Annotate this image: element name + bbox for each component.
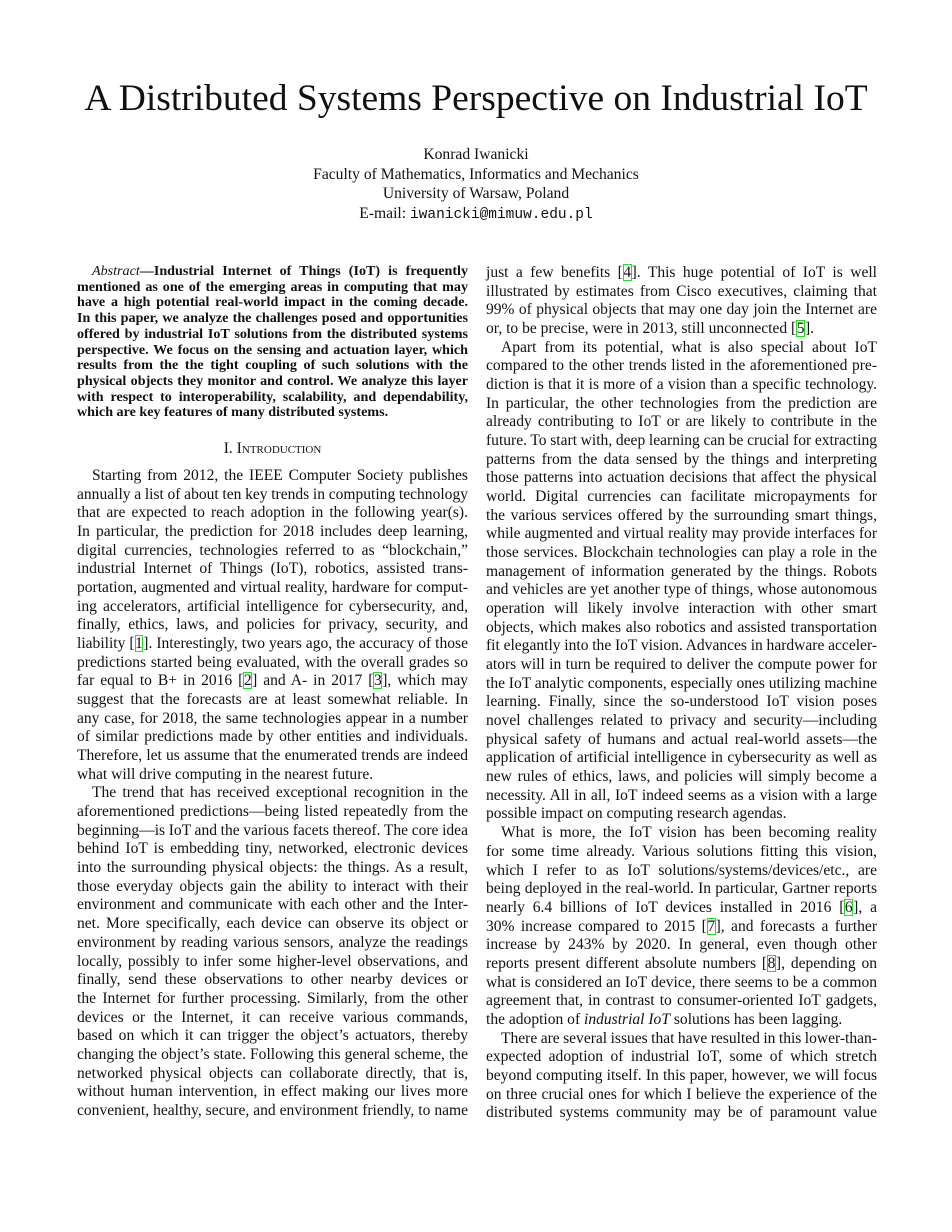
text-line xyxy=(486,581,877,600)
paragraph xyxy=(77,784,468,1120)
text-segment: compared to the other trends listed in the aforementioned pre- xyxy=(486,357,877,375)
italic-text: industrial IoT xyxy=(584,1010,670,1028)
text-segment: There are several issues that have resulted in this lower-than- xyxy=(501,1029,877,1047)
right-column-body xyxy=(486,264,877,1123)
paragraph xyxy=(486,1030,877,1123)
text-segment: aforementioned predictions—being listed repeatedly from the xyxy=(77,803,468,821)
text-segment: behind IoT is embedding tiny, networked, electronic devices xyxy=(77,840,468,858)
text-segment: nearly 6.4 billions of IoT devices installed in 2016 [ xyxy=(486,898,845,916)
text-line xyxy=(486,768,877,787)
text-segment: without human intervention, in effect making our lives more xyxy=(77,1083,468,1101)
text-segment: for some time already. Various solutions fitting this vision, xyxy=(486,842,877,860)
text-segment: necessity. All in all, IoT indeed seems as a vision with a large xyxy=(486,786,877,804)
text-line xyxy=(77,728,468,747)
paragraph xyxy=(486,264,877,339)
text-line xyxy=(77,311,468,327)
text-line xyxy=(486,824,877,843)
text-segment: ], depending on xyxy=(775,954,877,972)
text-line xyxy=(486,339,877,358)
paper-title: A Distributed Systems Perspective on Industrial IoT xyxy=(84,78,868,119)
citation-link[interactable]: 5 xyxy=(796,320,805,338)
text-segment: physical objects they monitor and control. We analyze this layer xyxy=(77,372,468,389)
text-line xyxy=(77,1046,468,1065)
text-line xyxy=(486,1104,877,1123)
text-segment: diction is that it is more of a vision than a specific technology. xyxy=(486,376,877,394)
text-segment: digital currencies, technologies referred to as “blockchain,” xyxy=(77,541,468,559)
text-segment: novel challenges related to privacy and security—including xyxy=(486,712,877,730)
text-segment: environment and communicate with each other and the Inter- xyxy=(77,896,468,914)
paragraph xyxy=(486,824,877,1029)
text-line xyxy=(77,504,468,523)
text-segment: beyond computing itself. In this paper, however, we will focus xyxy=(486,1066,877,1084)
text-segment: offered by industrial IoT solutions from the distributed systems xyxy=(77,325,468,342)
text-segment: ]. This huge potential of IoT is well xyxy=(631,264,877,281)
text-line xyxy=(486,1011,877,1030)
text-line xyxy=(486,880,877,899)
text-segment: The trend that has received exceptional recognition in the xyxy=(92,784,468,802)
text-segment: far equal to B+ in 2016 [ xyxy=(77,672,244,690)
text-line xyxy=(77,896,468,915)
text-segment: any case, for 2018, the same technologies appear in a number xyxy=(77,709,468,727)
text-segment: patterns from the data sensed by the things and interpreting xyxy=(486,450,877,468)
text-segment: results from the the tight coupling of such solutions with the xyxy=(77,357,468,374)
text-segment: beginning—is IoT and the various facets thereof. The core idea xyxy=(77,821,468,839)
text-line xyxy=(486,301,877,320)
citation-link[interactable]: 3 xyxy=(373,672,382,690)
text-line xyxy=(486,1086,877,1105)
text-segment: with respect to interoperability, scalability, and dependability, xyxy=(77,388,468,405)
text-segment: ]. Interestingly, two years ago, the accuracy of those xyxy=(143,635,468,653)
text-line xyxy=(77,934,468,953)
text-segment: solutions has been lagging. xyxy=(669,1010,843,1028)
text-line xyxy=(486,918,877,937)
text-segment: ], which may xyxy=(382,672,468,690)
text-line xyxy=(77,803,468,822)
text-segment: ], and forecasts a further xyxy=(715,917,877,935)
text-line xyxy=(77,523,468,542)
paragraph xyxy=(77,467,468,784)
text-segment: finally, ethics, laws, and policies for privacy, security, and xyxy=(77,616,468,634)
text-line xyxy=(77,1009,468,1028)
text-line xyxy=(77,878,468,897)
citation-link[interactable]: 1 xyxy=(135,635,143,653)
text-segment: on three crucial ones for which I believe the experience of the xyxy=(486,1085,877,1103)
text-line xyxy=(77,784,468,803)
text-segment: —Industrial Internet of Things (IoT) is frequently xyxy=(139,263,468,279)
email-label: E-mail: xyxy=(359,204,410,222)
text-segment: 99% of physical objects that may one day join the Internet are xyxy=(486,301,877,319)
text-segment: predictions started being evaluated, with the overall grades so xyxy=(77,653,468,671)
text-line xyxy=(486,1067,877,1086)
text-line xyxy=(77,560,468,579)
text-line xyxy=(486,451,877,470)
text-line xyxy=(77,295,468,311)
text-line xyxy=(486,862,877,881)
left-column xyxy=(77,264,468,1121)
text-segment: learning. Finally, since the so-understood IoT vision poses xyxy=(486,693,877,711)
text-line xyxy=(77,672,468,691)
text-segment: what is considered an IoT device, there seems to be a common xyxy=(486,973,877,991)
text-line xyxy=(77,710,468,729)
text-line xyxy=(486,712,877,731)
text-segment: Therefore, let us assume that the enumerated trends are indeed xyxy=(77,747,468,765)
text-segment: reports present different absolute numbers [ xyxy=(486,954,768,972)
text-line xyxy=(486,749,877,768)
text-line xyxy=(486,600,877,619)
abstract xyxy=(77,264,468,421)
citation-link[interactable]: 8 xyxy=(767,954,776,972)
text-segment: the Internet for further processing. Similarly, from the other xyxy=(77,989,468,1007)
text-segment: those everyday objects gain the ability to interact with their xyxy=(77,877,468,895)
text-line xyxy=(77,358,468,374)
text-line xyxy=(77,635,468,654)
text-segment: ing accelerators, artificial intelligence for cybersecurity, and, xyxy=(77,597,468,615)
text-line xyxy=(77,654,468,673)
text-line xyxy=(77,859,468,878)
text-line xyxy=(486,264,877,283)
text-segment: increase by 243% by 2020. In general, even though other xyxy=(486,936,877,954)
text-segment: the adoption of xyxy=(486,1010,585,1028)
text-line xyxy=(77,598,468,617)
author-email[interactable]: iwanicki@mimuw.edu.pl xyxy=(409,206,593,223)
text-segment: objects, which makes also robotics and assisted transportation xyxy=(486,618,877,636)
text-line xyxy=(486,693,877,712)
text-segment: already contributing to IoT or are likely to contribute in the xyxy=(486,413,877,431)
text-line xyxy=(486,637,877,656)
text-line xyxy=(77,971,468,990)
text-line xyxy=(77,766,468,785)
text-segment: In this paper, we analyze the challenges posed and opportunities xyxy=(77,310,468,327)
text-segment: which are key features of many distributed systems. xyxy=(77,404,389,421)
text-segment: distributed systems community may be of paramount value xyxy=(486,1104,877,1122)
text-line xyxy=(486,974,877,993)
text-line xyxy=(77,840,468,859)
text-segment: and vehicles are yet another type of things, whose autonomous xyxy=(486,581,877,599)
text-line xyxy=(486,376,877,395)
text-line xyxy=(486,899,877,918)
text-line xyxy=(77,280,468,296)
text-segment: net. More specifically, each device can observe its object or xyxy=(77,915,468,933)
text-line xyxy=(486,656,877,675)
text-segment: 30% increase compared to 2015 [ xyxy=(486,917,707,935)
text-segment: Starting from 2012, the IEEE Computer Society publishes xyxy=(92,467,468,485)
text-line xyxy=(77,579,468,598)
text-line xyxy=(77,1083,468,1102)
text-line xyxy=(77,990,468,1009)
text-segment: or, to be precise, were in 2013, still unconnected [ xyxy=(486,320,797,338)
text-segment: management of information generated by the things. Robots xyxy=(486,562,877,580)
text-line xyxy=(486,787,877,806)
text-line xyxy=(77,1065,468,1084)
text-line xyxy=(486,525,877,544)
text-segment: those services. Blockchain technologies can play a role in the xyxy=(486,544,877,562)
text-segment: of similar predictions made by other entities and individuals. xyxy=(77,728,468,746)
text-line xyxy=(486,469,877,488)
text-line xyxy=(486,320,877,339)
text-segment: ]. xyxy=(805,320,815,338)
text-segment: mentioned as one of the emerging areas in computing that may xyxy=(77,278,468,295)
text-segment: fit elegantly into the IoT vision. Advances in hardware acceler- xyxy=(486,637,877,655)
text-segment: have a high potential real-world impact in the coming decade. xyxy=(77,294,468,311)
text-line xyxy=(77,486,468,505)
text-segment: ] and A- in 2017 [ xyxy=(252,672,374,690)
text-segment: changing the object’s state. Following this general scheme, the xyxy=(77,1045,468,1063)
text-line xyxy=(486,357,877,376)
text-segment: which I refer to as IoT solutions/systems/devices/etc., are xyxy=(486,861,877,879)
text-line xyxy=(77,616,468,635)
text-segment: the various services offered by the surrounding smart things, xyxy=(486,506,877,524)
text-segment: while augmented and virtual reality may provide interfaces for xyxy=(486,525,877,543)
text-line xyxy=(486,731,877,750)
text-segment: illustrated by estimates from Cisco executives, claiming that xyxy=(486,282,877,300)
text-line xyxy=(77,390,468,406)
text-line xyxy=(486,805,877,824)
text-line xyxy=(486,413,877,432)
text-segment: what will drive computing in the nearest future. xyxy=(77,765,374,783)
text-line xyxy=(486,1030,877,1049)
text-segment: Apart from its potential, what is also special about IoT xyxy=(501,338,877,356)
text-segment: being deployed in the real-world. In particular, Gartner reports xyxy=(486,880,877,898)
text-line xyxy=(77,405,468,421)
text-line xyxy=(486,619,877,638)
text-segment: ators will in turn be required to deliver the compute power for xyxy=(486,656,877,674)
text-line xyxy=(77,374,468,390)
text-segment: possible impact on computing research agendas. xyxy=(486,805,787,823)
text-segment: networked physical objects can collaborate directly, that is, xyxy=(77,1064,468,1082)
text-line xyxy=(77,953,468,972)
text-segment: devices or the Internet, it can receive various commands, xyxy=(77,1008,468,1026)
text-line xyxy=(77,915,468,934)
text-segment: new rules of ethics, laws, and policies will simply become a xyxy=(486,768,877,786)
text-segment: just a few benefits [ xyxy=(486,264,623,281)
citation-link[interactable]: 6 xyxy=(844,898,853,916)
text-line xyxy=(77,1027,468,1046)
text-line xyxy=(486,936,877,955)
text-line xyxy=(486,283,877,302)
text-segment: those patterns into actuation decisions that affect the physical xyxy=(486,469,877,487)
text-line xyxy=(77,343,468,359)
text-segment: liability [ xyxy=(77,635,135,653)
text-segment: annually a list of about ten key trends in computing technology xyxy=(77,485,468,503)
text-segment: the IoT analytic components, especially ones utilizing machine xyxy=(486,674,877,692)
text-line xyxy=(486,544,877,563)
citation-link[interactable]: 7 xyxy=(707,917,716,935)
text-line xyxy=(77,467,468,486)
italic-text: Abstract xyxy=(92,263,140,279)
citation-link[interactable]: 2 xyxy=(243,672,252,690)
text-segment: perspective. We focus on the sensing and actuation layer, which xyxy=(77,341,468,358)
text-segment: finally, send these observations to other nearby devices or xyxy=(77,971,468,989)
author-email-line xyxy=(0,204,952,226)
text-segment: future. To start with, deep learning can be crucial for extracting xyxy=(486,432,877,450)
text-segment: suggest that the forecasts are at least somewhat reliable. In xyxy=(77,691,468,709)
text-segment: What is more, the IoT vision has been becoming reality xyxy=(501,824,877,842)
text-segment: that are expected to reach adoption in the following year(s). xyxy=(77,504,468,522)
text-line xyxy=(486,488,877,507)
text-line xyxy=(486,395,877,414)
text-segment: convenient, healthy, secure, and environment friendly, to name xyxy=(77,1101,468,1119)
text-line xyxy=(77,822,468,841)
text-line xyxy=(77,327,468,343)
text-line xyxy=(486,563,877,582)
text-line xyxy=(77,542,468,561)
text-line xyxy=(486,432,877,451)
text-segment: industrial Internet of Things (IoT), robotics, assisted trans- xyxy=(77,560,468,578)
text-segment: based on which it can trigger the object’s actuators, thereby xyxy=(77,1027,468,1045)
text-line xyxy=(486,675,877,694)
text-segment: portation, augmented and virtual reality, hardware for comput- xyxy=(77,579,468,597)
text-line xyxy=(486,843,877,862)
text-line xyxy=(77,747,468,766)
text-line xyxy=(486,955,877,974)
author-block xyxy=(0,145,952,225)
text-segment: ], a xyxy=(853,898,877,916)
text-line xyxy=(486,1048,877,1067)
text-line xyxy=(77,691,468,710)
left-column-body xyxy=(77,467,468,1121)
text-line xyxy=(486,507,877,526)
text-segment: into the surrounding physical objects: the things. As a result, xyxy=(77,859,468,877)
text-segment: operation will likely involve interaction with other smart xyxy=(486,600,877,618)
author-university: University of Warsaw, Poland xyxy=(382,185,570,202)
section-heading-introduction: I. Introduction xyxy=(223,440,322,458)
author-affiliation: Faculty of Mathematics, Informatics and Mechanics xyxy=(313,165,639,183)
text-line xyxy=(486,992,877,1011)
text-segment: locally, possibly to infer some higher-level observations, and xyxy=(77,952,468,970)
paragraph xyxy=(486,339,877,824)
citation-link[interactable]: 4 xyxy=(623,264,632,281)
text-line xyxy=(77,264,468,280)
text-segment: application of artificial intelligence in cybersecurity as well as xyxy=(486,749,877,767)
text-segment: agreement that, in contrast to consumer-oriented IoT gadgets, xyxy=(486,992,877,1010)
text-segment: environment by reading various sensors, analyze the readings xyxy=(77,933,468,951)
text-segment: world. Digital currencies can facilitate micropayments for xyxy=(486,488,877,506)
author-name: Konrad Iwanicki xyxy=(423,146,529,163)
text-segment: expected adoption of industrial IoT, some of which stretch xyxy=(486,1048,877,1066)
text-segment: physical safety of humans and actual real-world assets—the xyxy=(486,730,877,748)
text-line xyxy=(77,1102,468,1121)
text-segment: In particular, the other technologies from the prediction are xyxy=(486,394,877,412)
text-segment: In particular, the prediction for 2018 includes deep learning, xyxy=(77,523,468,541)
